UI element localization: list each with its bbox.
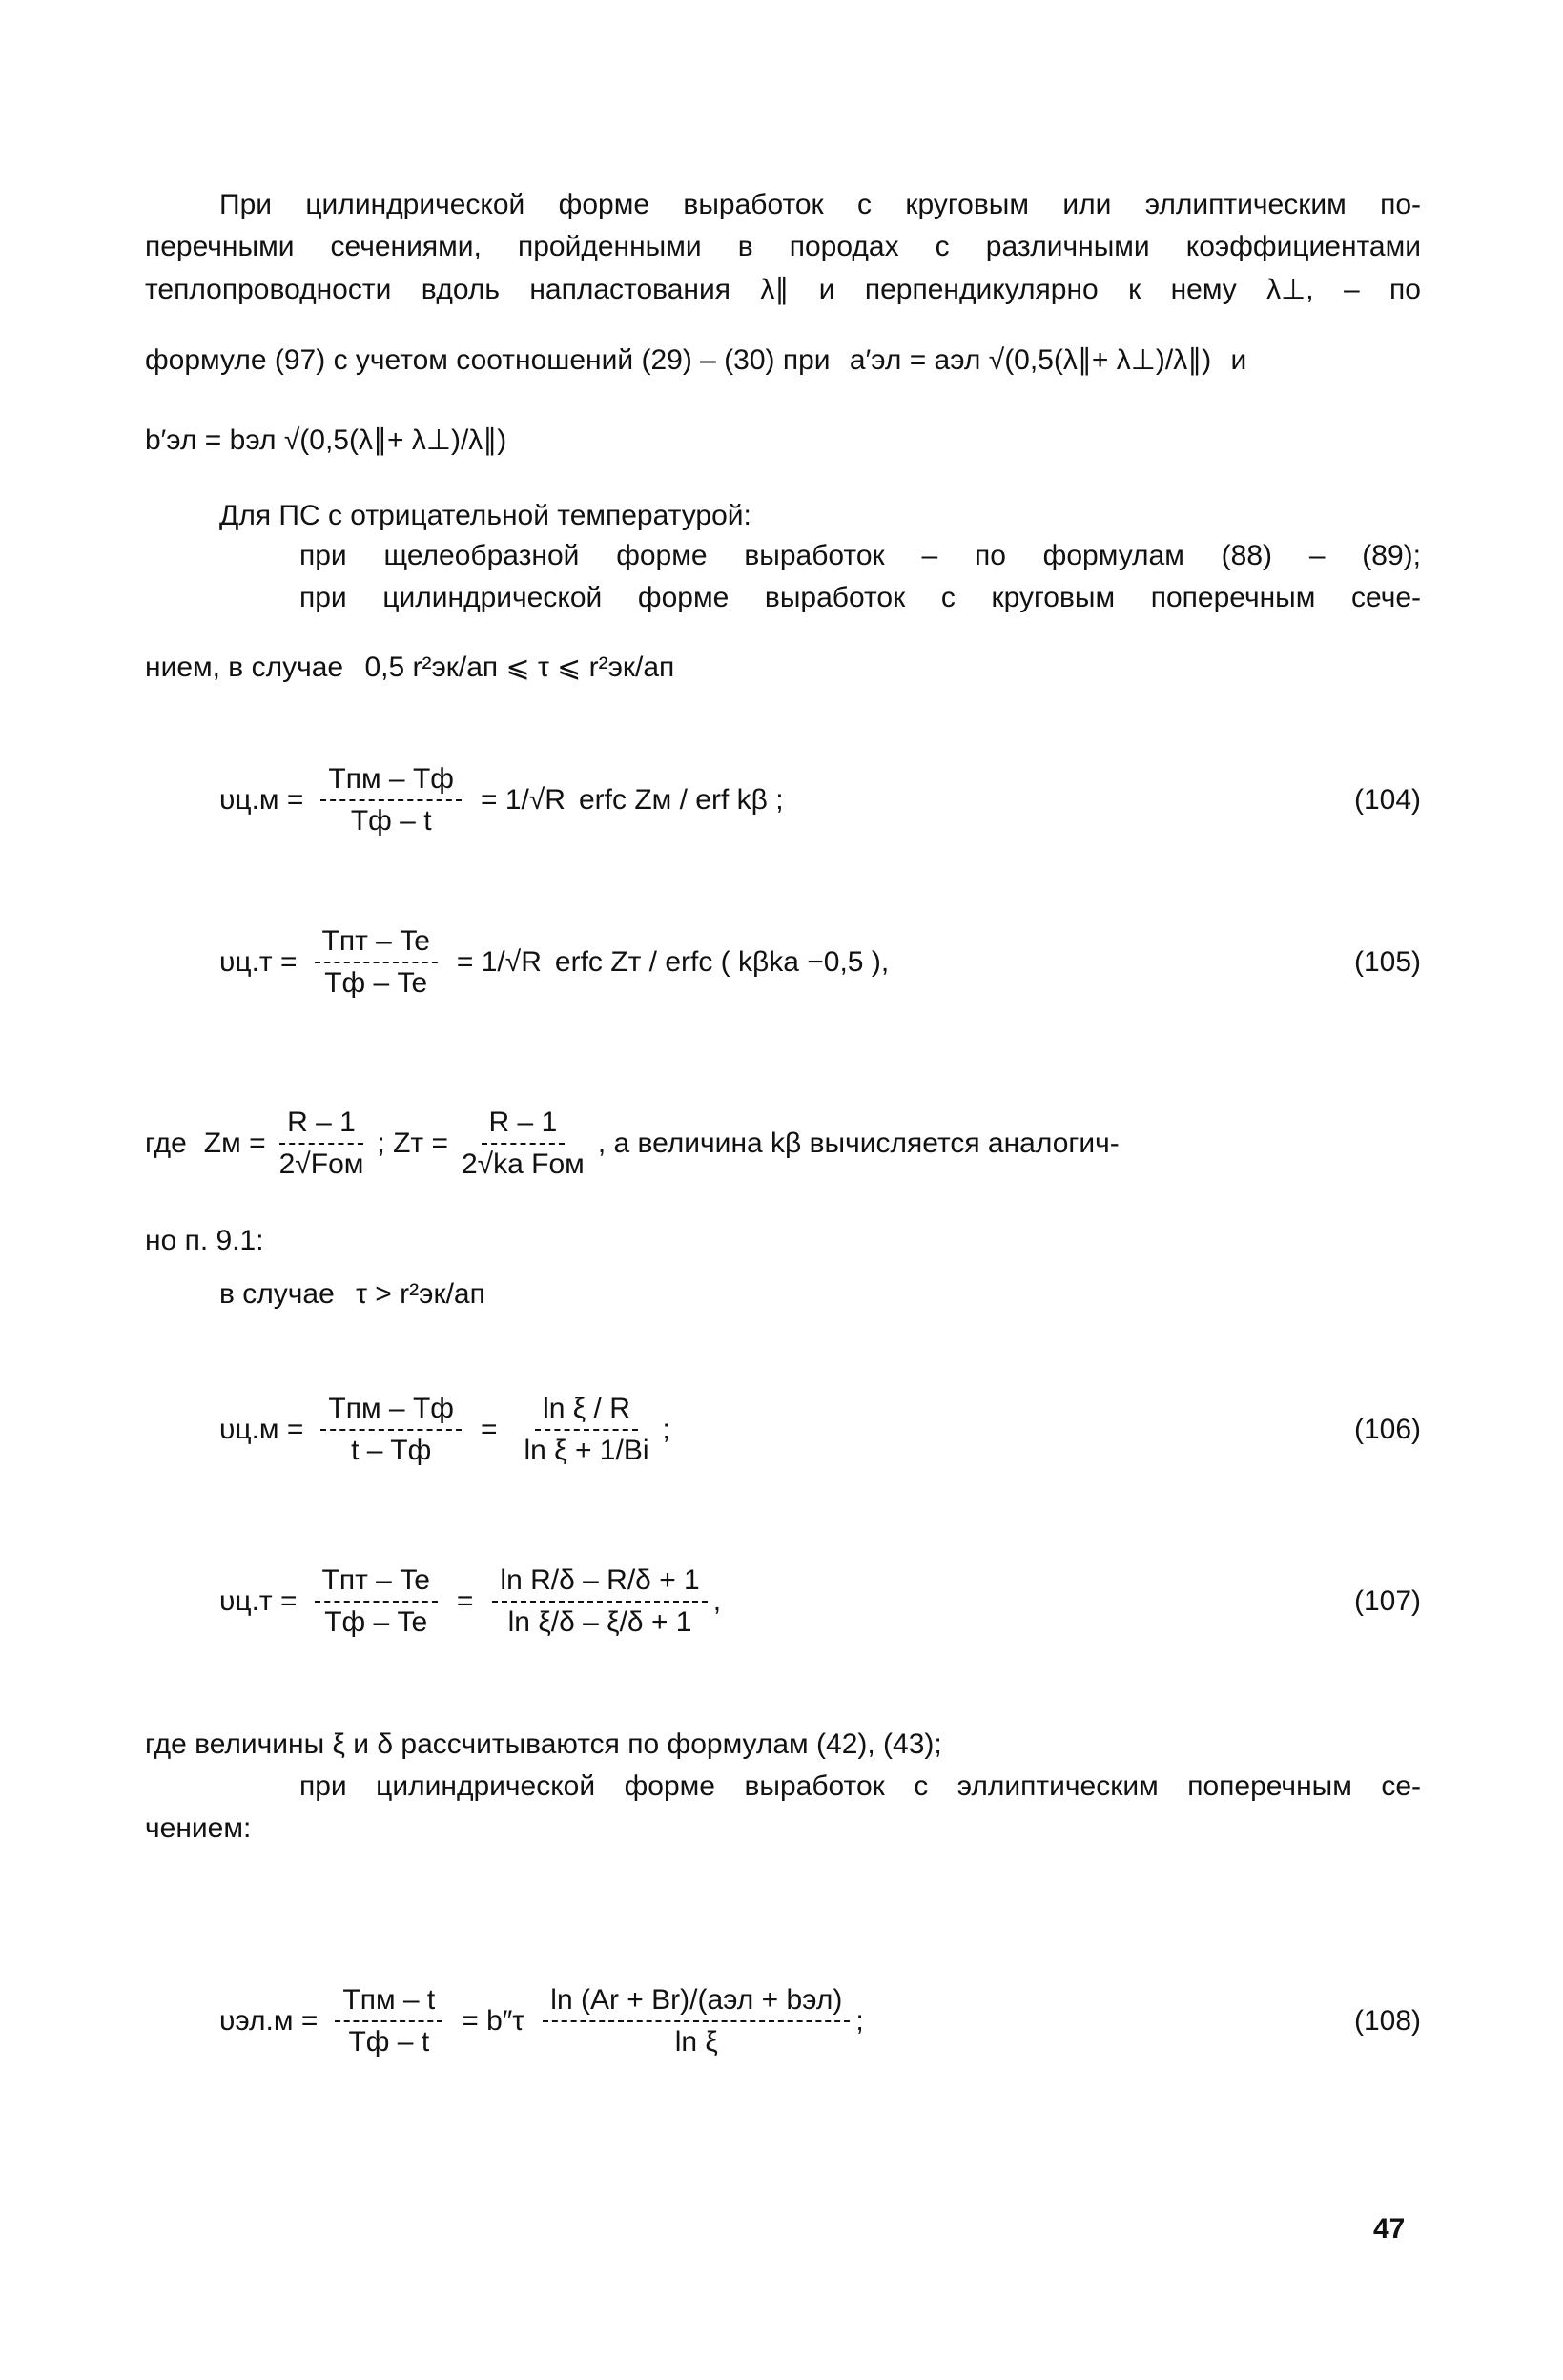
condition-2: τ > r²эк/aп bbox=[356, 1278, 485, 1310]
zm-lhs: Zм = bbox=[203, 1128, 266, 1159]
para2-item2-cont bbox=[145, 651, 674, 684]
eq104-fraction bbox=[320, 763, 462, 838]
eq105-mid: = 1/√R bbox=[456, 946, 542, 978]
para1-line4-text: формуле (97) с учетом соотношений (29) – (30) при bbox=[145, 344, 831, 376]
eq108-numerator-1: Tпм – t bbox=[335, 1984, 442, 2022]
equation-106 bbox=[219, 1393, 1421, 1467]
zt-denominator: 2√kа Foм bbox=[462, 1149, 585, 1180]
eq104-lhs: υц.м = bbox=[219, 784, 304, 816]
zm-numerator: R – 1 bbox=[279, 1107, 363, 1145]
eq108-numerator-2: ln (Ar + Br)/(aэл + bэл) bbox=[543, 1984, 850, 2022]
page-number: 47 bbox=[1373, 2213, 1406, 2245]
where1-lead: где bbox=[145, 1128, 187, 1159]
para3-line3: чением: bbox=[145, 1812, 252, 1844]
eq106-lhs: υц.м = bbox=[219, 1414, 304, 1445]
eq105-lhs: υц.т = bbox=[219, 946, 298, 978]
case2-text: в случае bbox=[219, 1278, 335, 1310]
para3-line1: где величины ξ и δ рассчитываются по формулам (42), (43); bbox=[145, 1728, 942, 1760]
where1-cont: но п. 9.1: bbox=[145, 1225, 264, 1256]
eq104-mid: = 1/√R bbox=[480, 784, 566, 816]
eq108-denominator-1: Tф – t bbox=[348, 2026, 430, 2058]
eq105-denominator: Tф – Te bbox=[324, 967, 428, 999]
eq106-denominator-1: t – Tф bbox=[351, 1435, 432, 1466]
zt-numerator: R – 1 bbox=[482, 1107, 566, 1145]
eq107-lhs: υц.т = bbox=[219, 1585, 298, 1617]
para1-line2: перечными сечениями, пройденными в породах с различными коэффициентами bbox=[145, 231, 1421, 262]
eq106-number: (106) bbox=[1353, 1414, 1421, 1445]
para2-item2: при цилиндрической форме выработок с круговым поперечным сече- bbox=[299, 582, 1421, 613]
zm-denominator: 2√Foм bbox=[278, 1149, 364, 1180]
para3-line2: при цилиндрической форме выработок с эллиптическим поперечным се- bbox=[299, 1770, 1421, 1802]
eq104-number: (104) bbox=[1353, 784, 1421, 816]
condition-1: 0,5 r²эк/aп ⩽ τ ⩽ r²эк/aп bbox=[364, 652, 675, 683]
eq105-number: (105) bbox=[1353, 946, 1421, 978]
eq107-numerator-2: ln R/δ – R/δ + 1 bbox=[492, 1564, 707, 1603]
eq105-numerator: Tпт – Te bbox=[315, 925, 438, 963]
case2 bbox=[219, 1278, 485, 1311]
eq107-number: (107) bbox=[1353, 1585, 1421, 1617]
eq108-number: (108) bbox=[1353, 2005, 1421, 2037]
eq108-end: ; bbox=[855, 2005, 864, 2037]
eq106-numerator-1: Tпм – Tф bbox=[320, 1393, 462, 1431]
eq106-numerator-2: ln ξ / R bbox=[535, 1393, 638, 1431]
equation-104 bbox=[219, 763, 1421, 838]
equation-107 bbox=[219, 1564, 1421, 1639]
eq107-numerator-1: Tпт – Te bbox=[315, 1564, 438, 1603]
where-z-definitions bbox=[145, 1107, 1120, 1181]
para1-and: и bbox=[1230, 344, 1247, 376]
eq106-fraction-2 bbox=[517, 1393, 657, 1467]
eq108-fraction-2 bbox=[543, 1984, 850, 2059]
zm-fraction bbox=[272, 1107, 372, 1181]
para1-line1: При цилиндрической форме выработок с круговым или эллиптическим по- bbox=[219, 189, 1421, 220]
eq108-denominator-2: ln ξ bbox=[674, 2026, 718, 2058]
eq108-coef: = b″τ bbox=[462, 2005, 524, 2037]
eq105-rest: erfc Zт / erfc ( kβkа −0,5 ), bbox=[554, 946, 890, 978]
zt-fraction bbox=[454, 1107, 592, 1181]
zt-lhs: ; Zт = bbox=[377, 1128, 448, 1159]
eq106-denominator-2: ln ξ + 1/Bi bbox=[524, 1435, 649, 1466]
eq107-fraction-2 bbox=[492, 1564, 707, 1639]
eq107-fraction-1 bbox=[315, 1564, 438, 1639]
eq106-fraction-1 bbox=[320, 1393, 462, 1467]
equation-105 bbox=[219, 925, 1421, 1000]
eq108-lhs: υэл.м = bbox=[219, 2005, 319, 2037]
eq104-numerator: Tпм – Tф bbox=[320, 763, 462, 801]
eq107-equals: = bbox=[456, 1585, 474, 1617]
equation-108 bbox=[219, 1984, 1421, 2059]
eq107-end: , bbox=[712, 1585, 722, 1617]
eq104-rest: erfc Zм / erf kβ ; bbox=[578, 784, 784, 816]
where1-tail: , а величина kβ вычисляется аналогич- bbox=[597, 1128, 1120, 1159]
eq107-denominator-1: Tф – Te bbox=[324, 1606, 428, 1638]
eq106-end: ; bbox=[662, 1414, 670, 1445]
eq108-fraction-1 bbox=[335, 1984, 442, 2059]
formula-b-el: b′эл = bэл √(0,5(λ∥+ λ⊥)/λ∥) bbox=[145, 424, 507, 456]
para1-line4 bbox=[145, 343, 1246, 377]
eq107-denominator-2: ln ξ/δ – ξ/δ + 1 bbox=[507, 1606, 692, 1638]
para2-heading: Для ПС с отрицательной температурой: bbox=[219, 500, 751, 531]
formula-a-el: a′эл = aэл √(0,5(λ∥+ λ⊥)/λ∥) bbox=[849, 344, 1212, 376]
para2-item1: при щелеобразной форме выработок – по формулам (88) – (89); bbox=[299, 540, 1421, 571]
eq105-fraction bbox=[315, 925, 438, 1000]
para1-line3: теплопроводности вдоль напластования λ∥ и перпендикулярно к нему λ⊥, – по bbox=[145, 274, 1421, 305]
eq104-denominator: Tф – t bbox=[350, 805, 432, 837]
eq106-equals: = bbox=[480, 1414, 498, 1445]
para2-item2-cont-text: нием, в случае bbox=[145, 652, 344, 683]
